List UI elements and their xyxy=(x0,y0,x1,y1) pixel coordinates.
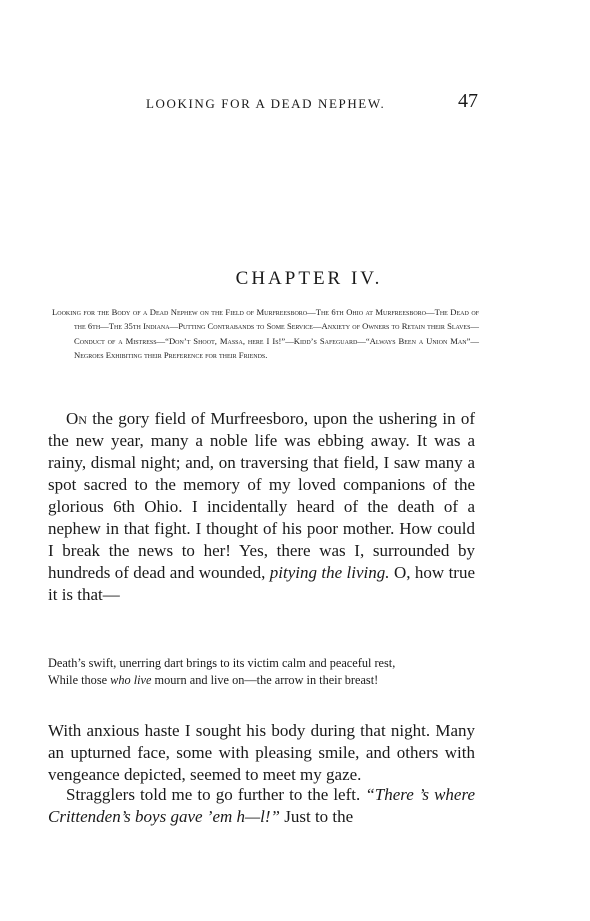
paragraph-3-text-a: Stragglers told me to go further to the left. xyxy=(66,785,366,804)
paragraph-2: With anxious haste I sought his body during that night. Many an upturned face, some with pleasing smile, and others with vengeance depicted, seemed to meet my gaze. xyxy=(48,721,475,784)
paragraph-1-text-b: O, how true it is that— xyxy=(48,563,475,604)
running-title: LOOKING FOR A DEAD NEPHEW. xyxy=(146,96,386,111)
paragraph-1-emphasis: pitying the living. xyxy=(269,563,390,582)
running-head xyxy=(0,90,590,118)
paragraph-3-quote: “There ’s where Crittenden’s boys gave ’em h—l!” xyxy=(48,785,475,826)
paragraph-1-first-word: On xyxy=(66,409,87,428)
page-number: 47 xyxy=(458,90,478,112)
paragraph-3-text-b: Just to the xyxy=(280,807,354,826)
paragraph-1-text-a: the gory field of Murfreesboro, upon the ushering in of the new year, many a noble life was ebbing away. It was a rainy, dismal night; and, on traversing that field, I saw many a spot sacred to the memory of my loved companions of the glorious 6th Ohio. I incidentally heard of the death of a nephew in that fight. I thought of his poor mother. How could I break the news to her! Yes, there was I, surrounded by hundreds of dead and wounded, xyxy=(48,409,475,582)
paragraph-3 xyxy=(48,784,475,828)
verse-line-2-b: mourn and live on—the arrow in their breast! xyxy=(151,673,379,687)
chapter-title: CHAPTER IV. xyxy=(235,268,383,289)
chapter-synopsis: Looking for the Body of a Dead Nephew on the Field of Murfreesboro—The 6th Ohio at Murfreesboro—The Dead of the 6th—The 35th Indiana—Putting Contrabands to Some Service—Anxiety of Owners to Retain their Slaves—Conduct of a Mistress—“Don’t Shoot, Massa, here I Is!”—Kidd’s Safeguard—“Always Been a Union Man”—Negroes Exhibiting their Preference for their Friends. xyxy=(52,307,479,360)
verse-line-2-emphasis: who live xyxy=(110,673,152,687)
verse-line-2-a: While those xyxy=(48,673,111,687)
verse-line-2 xyxy=(48,672,488,689)
verse-quotation xyxy=(48,655,488,689)
verse-line-1: Death’s swift, unerring dart brings to its victim calm and peaceful rest, xyxy=(48,656,396,670)
paragraph-1 xyxy=(48,408,475,606)
